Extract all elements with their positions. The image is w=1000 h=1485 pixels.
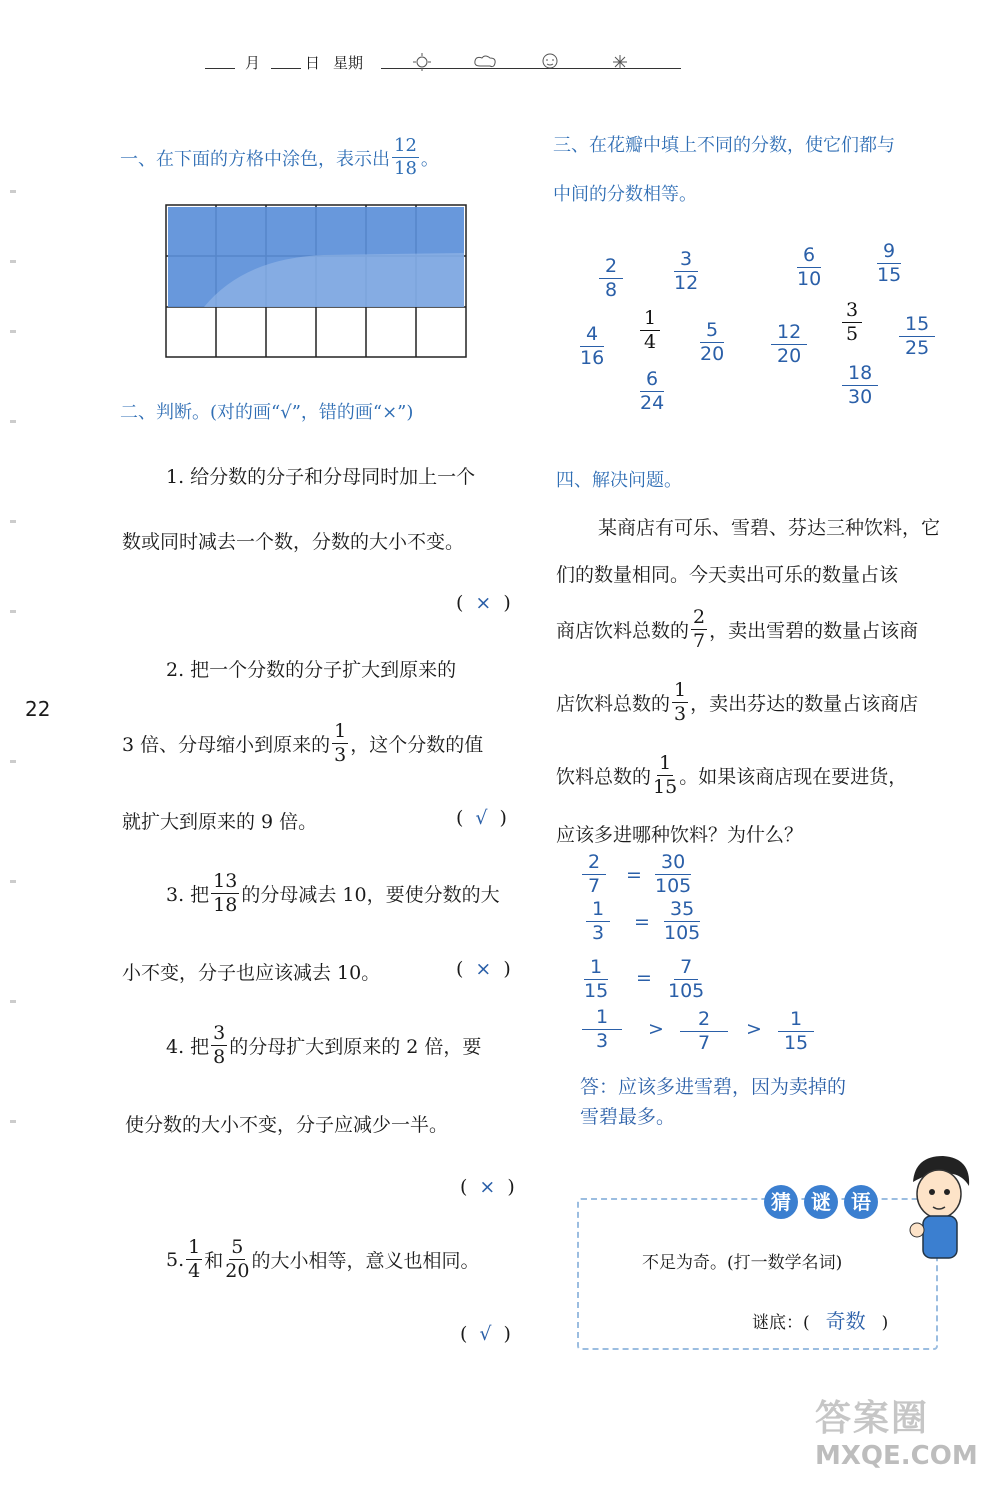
work-eq3-left bbox=[584, 958, 608, 1001]
fraction-numerator: 5 bbox=[700, 321, 724, 343]
fraction-denominator: 7 bbox=[588, 875, 601, 897]
fraction-numerator: 1 bbox=[659, 752, 672, 774]
fraction-denominator: 15 bbox=[877, 264, 902, 286]
fraction-denominator: 3 bbox=[592, 922, 605, 944]
fraction-denominator: 15 bbox=[783, 1032, 809, 1054]
section1-title-text: 一、在下面的方格中涂色，表示出 bbox=[120, 148, 390, 170]
work-compare-gt-1: > bbox=[648, 1018, 664, 1040]
flower2-petal-4 bbox=[899, 315, 935, 358]
fraction-denominator: 18 bbox=[394, 158, 417, 179]
q3-line1-a: 3. 把 bbox=[166, 884, 210, 906]
flower1-petal-5 bbox=[640, 370, 664, 413]
s4-fraction-cola bbox=[691, 608, 707, 651]
fraction-numerator: 3 bbox=[213, 1022, 226, 1044]
riddle-answer-line bbox=[752, 1305, 888, 1334]
q5-line1-b: 和 bbox=[204, 1250, 224, 1272]
work-compare-3 bbox=[778, 1010, 814, 1053]
sun-icon bbox=[413, 53, 431, 71]
watermark-top: 答案圈 bbox=[815, 1398, 930, 1439]
fraction-numerator: 13 bbox=[213, 870, 238, 892]
flower1-center bbox=[640, 309, 660, 352]
fraction-numerator: 30 bbox=[655, 853, 691, 875]
q2-line1: 2. 把一个分数的分子扩大到原来的 bbox=[166, 659, 457, 681]
riddle-badge-char-2: 谜 bbox=[804, 1185, 838, 1219]
fraction-numerator: 1 bbox=[586, 900, 610, 922]
q3-line1 bbox=[166, 872, 500, 915]
weather-icons bbox=[410, 52, 650, 72]
q5-fraction2 bbox=[225, 1238, 249, 1281]
q2-line2 bbox=[122, 722, 483, 765]
fraction-denominator: 15 bbox=[653, 776, 678, 798]
shading-grid bbox=[164, 203, 470, 359]
q1-answer-box: ( × ) bbox=[456, 592, 511, 614]
fraction-denominator: 15 bbox=[584, 980, 609, 1002]
fraction-denominator: 7 bbox=[693, 630, 706, 652]
fraction-denominator: 8 bbox=[213, 1046, 226, 1068]
riddle-answer-close: ) bbox=[881, 1313, 889, 1333]
fraction-numerator: 1 bbox=[778, 1010, 814, 1032]
day-blank bbox=[271, 68, 301, 69]
s4-para-line5-b: 。如果该商店现在要进货， bbox=[679, 766, 908, 788]
flower2-center bbox=[842, 301, 862, 344]
s4-fraction-fanta bbox=[653, 754, 677, 797]
fraction-denominator: 16 bbox=[580, 347, 605, 369]
q5-line1-a: 5. bbox=[166, 1248, 185, 1271]
riddle-answer-label: 谜底：( bbox=[752, 1313, 810, 1333]
fraction-numerator: 2 bbox=[599, 257, 623, 279]
work-eq1-right bbox=[655, 853, 691, 896]
flower2-petal-2 bbox=[877, 242, 901, 285]
flower2-petal-5 bbox=[842, 364, 878, 407]
q5-fraction1 bbox=[186, 1238, 202, 1281]
rain-icon bbox=[543, 54, 557, 68]
fraction-denominator: 3 bbox=[596, 1030, 609, 1052]
section3-title-line1: 三、在花瓣中填上不同的分数，使它们都与 bbox=[553, 135, 895, 156]
section3-title-line2: 中间的分数相等。 bbox=[553, 184, 697, 205]
q2-line2-b: ，这个分数的值 bbox=[350, 734, 484, 756]
q2-line2-a: 3 倍、分母缩小到原来的 bbox=[122, 734, 331, 756]
fraction-numerator: 3 bbox=[674, 250, 698, 272]
fraction-numerator: 1 bbox=[640, 309, 660, 331]
q3-fraction bbox=[211, 872, 239, 915]
s4-para-line2: 们的数量相同。今天卖出可乐的数量占该 bbox=[556, 564, 899, 586]
watermark-bottom: MXQE.COM bbox=[815, 1441, 978, 1471]
fraction-numerator: 6 bbox=[640, 370, 664, 392]
riddle-badge bbox=[764, 1185, 878, 1219]
q3-answer: × bbox=[475, 958, 492, 980]
fraction-numerator: 9 bbox=[877, 242, 901, 264]
section4-title: 四、解决问题。 bbox=[556, 470, 682, 491]
work-compare-gt-2: > bbox=[746, 1018, 762, 1040]
s4-fraction-sprite bbox=[672, 681, 688, 724]
fraction-denominator: 105 bbox=[655, 875, 692, 897]
work-compare-2 bbox=[680, 1010, 728, 1053]
s4-para-line5 bbox=[556, 754, 907, 797]
fraction-denominator: 20 bbox=[777, 345, 802, 367]
q2-answer: √ bbox=[475, 807, 488, 829]
fraction-numerator: 6 bbox=[797, 246, 821, 268]
s4-para-line3 bbox=[556, 608, 918, 651]
section1-title-fraction bbox=[392, 137, 419, 178]
work-eq2-left bbox=[586, 900, 610, 943]
s4-para-line5-a: 饮料总数的 bbox=[556, 766, 652, 788]
work-answer-line1: 答：应该多进雪碧，因为卖掉的 bbox=[580, 1076, 847, 1098]
work-eq3-right bbox=[668, 958, 704, 1001]
fraction-numerator: 7 bbox=[674, 958, 698, 980]
fraction-numerator: 1 bbox=[582, 1008, 622, 1030]
fraction-numerator: 2 bbox=[693, 606, 706, 628]
flower1-petal-4 bbox=[700, 321, 724, 364]
section1-title-end: 。 bbox=[420, 148, 439, 170]
q2-fraction bbox=[332, 722, 348, 765]
cloud-icon bbox=[475, 56, 495, 67]
fraction-numerator: 1 bbox=[674, 679, 687, 701]
work-eq1-equals: = bbox=[626, 864, 642, 886]
q3-line1-b: 的分母减去 10，要使分数的大 bbox=[241, 884, 500, 906]
work-answer-line2: 雪碧最多。 bbox=[580, 1106, 676, 1128]
s4-para-line4-a: 店饮料总数的 bbox=[556, 693, 671, 715]
fraction-numerator: 1 bbox=[584, 958, 608, 980]
q4-line1-a: 4. 把 bbox=[166, 1036, 210, 1058]
work-eq2-equals: = bbox=[634, 911, 650, 933]
fraction-denominator: 7 bbox=[698, 1032, 711, 1054]
q3-answer-box: ( × ) bbox=[456, 958, 511, 980]
weekday-label: 星期 bbox=[333, 54, 364, 72]
fraction-denominator: 25 bbox=[905, 337, 930, 359]
q5-answer-box: ( √ ) bbox=[460, 1323, 511, 1345]
q4-answer: × bbox=[479, 1176, 496, 1198]
fraction-numerator: 18 bbox=[842, 364, 878, 386]
q5-line1 bbox=[166, 1238, 479, 1281]
work-compare-1 bbox=[582, 1008, 622, 1051]
page-number: 22 bbox=[25, 697, 51, 721]
fraction-denominator: 105 bbox=[664, 922, 701, 944]
fraction-denominator: 10 bbox=[797, 268, 822, 290]
fraction-denominator: 12 bbox=[674, 272, 699, 294]
boy-mascot-icon bbox=[895, 1152, 975, 1264]
work-eq1-left bbox=[582, 853, 606, 896]
q4-fraction bbox=[211, 1024, 227, 1067]
s4-para-line3-b: ，卖出雪碧的数量占该商 bbox=[709, 620, 919, 642]
flower1-petal-1 bbox=[599, 257, 623, 300]
s4-question: 应该多进哪种饮料？为什么？ bbox=[556, 824, 804, 846]
fraction-numerator: 2 bbox=[680, 1010, 728, 1032]
riddle-badge-char-3: 语 bbox=[844, 1185, 878, 1219]
snow-icon bbox=[613, 55, 627, 69]
s4-para-line1: 某商店有可乐、雪碧、芬达三种饮料，它 bbox=[598, 517, 941, 539]
s4-para-line4 bbox=[556, 681, 918, 724]
fraction-numerator: 1 bbox=[334, 720, 347, 742]
q4-line2: 使分数的大小不变，分子应减少一半。 bbox=[125, 1114, 449, 1136]
riddle-badge-char-1: 猜 bbox=[764, 1185, 798, 1219]
fraction-denominator: 18 bbox=[213, 894, 238, 916]
section1-title bbox=[120, 137, 439, 178]
work-eq3-equals: = bbox=[636, 967, 652, 989]
q1-answer: × bbox=[475, 592, 492, 614]
fraction-numerator: 12 bbox=[771, 323, 807, 345]
fraction-denominator: 24 bbox=[640, 392, 665, 414]
fraction-numerator: 1 bbox=[188, 1236, 201, 1258]
fraction-denominator: 5 bbox=[846, 323, 859, 345]
fraction-denominator: 105 bbox=[668, 980, 705, 1002]
q2-answer-box: ( √ ) bbox=[456, 807, 507, 829]
q2-line3: 就扩大到原来的 9 倍。 bbox=[122, 811, 318, 833]
fraction-numerator: 3 bbox=[842, 301, 862, 323]
q1-line2: 数或同时减去一个数，分数的大小不变。 bbox=[122, 531, 465, 553]
fraction-denominator: 8 bbox=[605, 279, 618, 301]
fraction-denominator: 20 bbox=[225, 1260, 250, 1282]
q1-line1: 1. 给分数的分子和分母同时加上一个 bbox=[166, 466, 476, 488]
q4-answer-box: ( × ) bbox=[460, 1176, 515, 1198]
riddle-question: 不足为奇。(打一数学名词) bbox=[642, 1253, 843, 1273]
fraction-numerator: 5 bbox=[231, 1236, 244, 1258]
fraction-numerator: 4 bbox=[580, 325, 604, 347]
fraction-denominator: 3 bbox=[674, 703, 687, 725]
month-label: 月 bbox=[245, 54, 261, 72]
q3-line2: 小不变，分子也应该减去 10。 bbox=[122, 962, 381, 984]
q4-line1-b: 的分母扩大到原来的 2 倍，要 bbox=[229, 1036, 482, 1058]
fraction-denominator: 20 bbox=[700, 343, 725, 365]
header-date-line bbox=[205, 52, 680, 76]
work-eq2-right bbox=[664, 900, 700, 943]
s4-para-line4-b: ，卖出芬达的数量占该商店 bbox=[690, 693, 919, 715]
day-label: 日 bbox=[305, 54, 321, 72]
fraction-numerator: 12 bbox=[394, 135, 417, 156]
fraction-numerator: 15 bbox=[899, 315, 935, 337]
flower2-petal-3 bbox=[771, 323, 807, 366]
riddle-answer: 奇数 bbox=[825, 1309, 866, 1333]
q4-line1 bbox=[166, 1024, 481, 1067]
month-blank bbox=[205, 68, 235, 69]
s4-para-line3-a: 商店饮料总数的 bbox=[556, 620, 690, 642]
fraction-numerator: 35 bbox=[664, 900, 700, 922]
fraction-denominator: 4 bbox=[644, 331, 657, 353]
fraction-denominator: 3 bbox=[334, 744, 347, 766]
fraction-denominator: 4 bbox=[188, 1260, 201, 1282]
fraction-denominator: 30 bbox=[848, 386, 873, 408]
fraction-numerator: 2 bbox=[582, 853, 606, 875]
flower1-petal-3 bbox=[580, 325, 604, 368]
flower1-petal-2 bbox=[674, 250, 698, 293]
q5-line1-c: 的大小相等，意义也相同。 bbox=[251, 1250, 480, 1272]
flower2-petal-1 bbox=[797, 246, 821, 289]
q5-answer: √ bbox=[479, 1323, 492, 1345]
watermark bbox=[815, 1390, 995, 1480]
section2-title: 二、判断。(对的画“√”，错的画“×”) bbox=[120, 402, 414, 423]
